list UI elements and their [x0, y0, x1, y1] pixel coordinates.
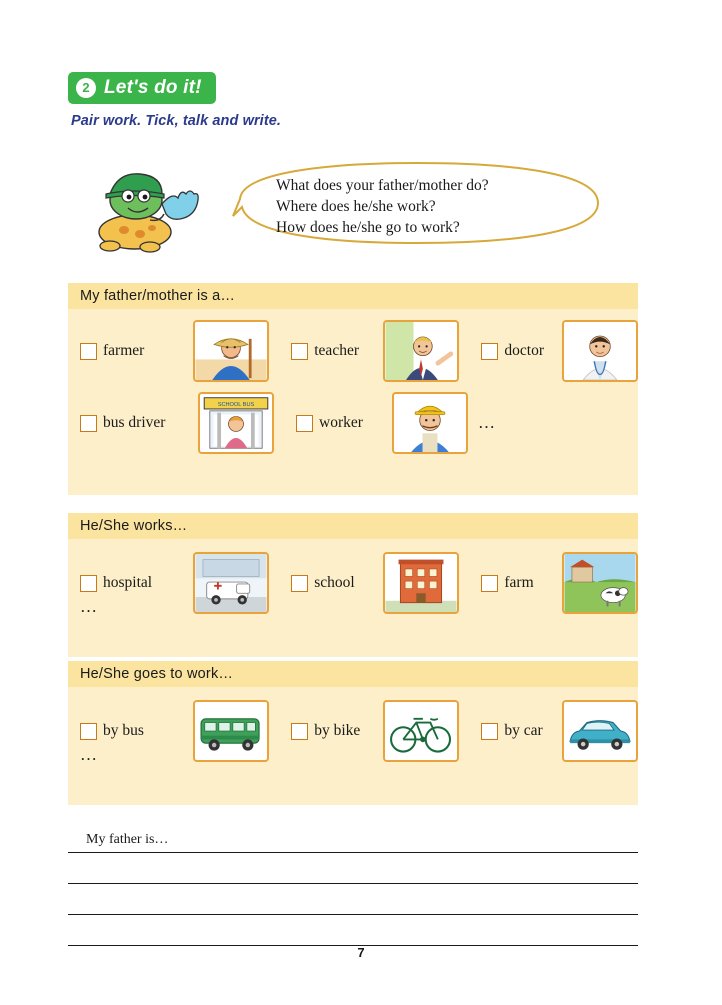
option-by-bike[interactable]	[291, 722, 383, 740]
writing-line-2[interactable]	[68, 853, 638, 884]
label-school: school	[314, 574, 355, 591]
writing-area	[68, 822, 638, 946]
label-teacher: teacher	[314, 342, 359, 359]
label-by-bike: by bike	[314, 722, 361, 739]
bubble-line-3: How does he/she go to work?	[276, 219, 460, 236]
hospital-picture	[193, 552, 269, 614]
option-by-car[interactable]	[481, 722, 562, 740]
panel-jobs-body	[68, 309, 638, 459]
car-picture	[562, 700, 638, 762]
option-bus-driver[interactable]	[80, 414, 198, 432]
checkbox-farm[interactable]	[481, 575, 498, 592]
checkbox-by-bus[interactable]	[80, 723, 97, 740]
option-worker[interactable]	[296, 414, 392, 432]
checkbox-school[interactable]	[291, 575, 308, 592]
doctor-picture	[562, 320, 638, 382]
writing-prompt: My father is…	[86, 832, 169, 847]
option-doctor[interactable]	[481, 342, 562, 360]
checkbox-farmer[interactable]	[80, 343, 97, 360]
option-hospital[interactable]	[80, 574, 193, 592]
writing-line-1[interactable]	[68, 822, 638, 853]
worker-picture	[392, 392, 468, 454]
panel-transport-row-1	[68, 687, 638, 767]
label-doctor: doctor	[504, 342, 544, 359]
checkbox-by-car[interactable]	[481, 723, 498, 740]
label-farm: farm	[504, 574, 534, 591]
checkbox-teacher[interactable]	[291, 343, 308, 360]
bike-picture	[383, 700, 459, 762]
checkbox-hospital[interactable]	[80, 575, 97, 592]
panel-jobs-title: My father/mother is a…	[68, 283, 638, 309]
option-farm[interactable]	[481, 574, 562, 592]
farmer-picture	[193, 320, 269, 382]
option-by-bus[interactable]	[80, 722, 193, 740]
panel-jobs-row-2	[68, 387, 638, 459]
speech-bubble-text	[276, 175, 489, 238]
school-picture	[383, 552, 459, 614]
section-header	[68, 72, 216, 104]
panel-workplaces	[68, 513, 638, 657]
bubble-line-1: What does your father/mother do?	[276, 177, 489, 194]
panel-jobs-row-1	[68, 309, 638, 387]
checkbox-bus-driver[interactable]	[80, 415, 97, 432]
label-farmer: farmer	[103, 342, 145, 359]
bubble-line-2: Where does he/she work?	[276, 198, 436, 215]
bus-picture	[193, 700, 269, 762]
checkbox-by-bike[interactable]	[291, 723, 308, 740]
section-title: Let's do it!	[104, 76, 202, 98]
farm-picture	[562, 552, 638, 614]
panel-jobs	[68, 283, 638, 495]
panel-transport-footer: …	[80, 745, 97, 764]
turtle-mascot-icon	[88, 160, 203, 260]
option-farmer[interactable]	[80, 342, 193, 360]
label-bus-driver: bus driver	[103, 414, 166, 431]
panel-transport	[68, 661, 638, 805]
page-number: 7	[357, 945, 365, 960]
option-school[interactable]	[291, 574, 383, 592]
option-teacher[interactable]	[291, 342, 383, 360]
bus-driver-picture	[198, 392, 274, 454]
writing-line-4[interactable]	[68, 915, 638, 946]
section-number-badge: 2	[76, 78, 96, 98]
checkbox-worker[interactable]	[296, 415, 313, 432]
label-worker: worker	[319, 414, 363, 431]
panel-transport-title: He/She goes to work…	[68, 661, 638, 687]
speech-bubble	[232, 161, 602, 245]
teacher-picture	[383, 320, 459, 382]
panel-workplaces-body	[68, 539, 638, 619]
panel-transport-body	[68, 687, 638, 767]
panel-workplaces-title: He/She works…	[68, 513, 638, 539]
checkbox-doctor[interactable]	[481, 343, 498, 360]
writing-line-3[interactable]	[68, 884, 638, 915]
panel-workplaces-row-1	[68, 539, 638, 619]
label-by-bus: by bus	[103, 722, 144, 739]
svg-text:SCHOOL BUS: SCHOOL BUS	[217, 402, 255, 409]
instruction-text: Pair work. Tick, talk and write.	[71, 113, 282, 129]
label-by-car: by car	[504, 722, 543, 739]
label-hospital: hospital	[103, 574, 153, 591]
panel-jobs-row-2-ellipsis: …	[478, 413, 495, 432]
panel-workplaces-footer: …	[80, 597, 97, 616]
